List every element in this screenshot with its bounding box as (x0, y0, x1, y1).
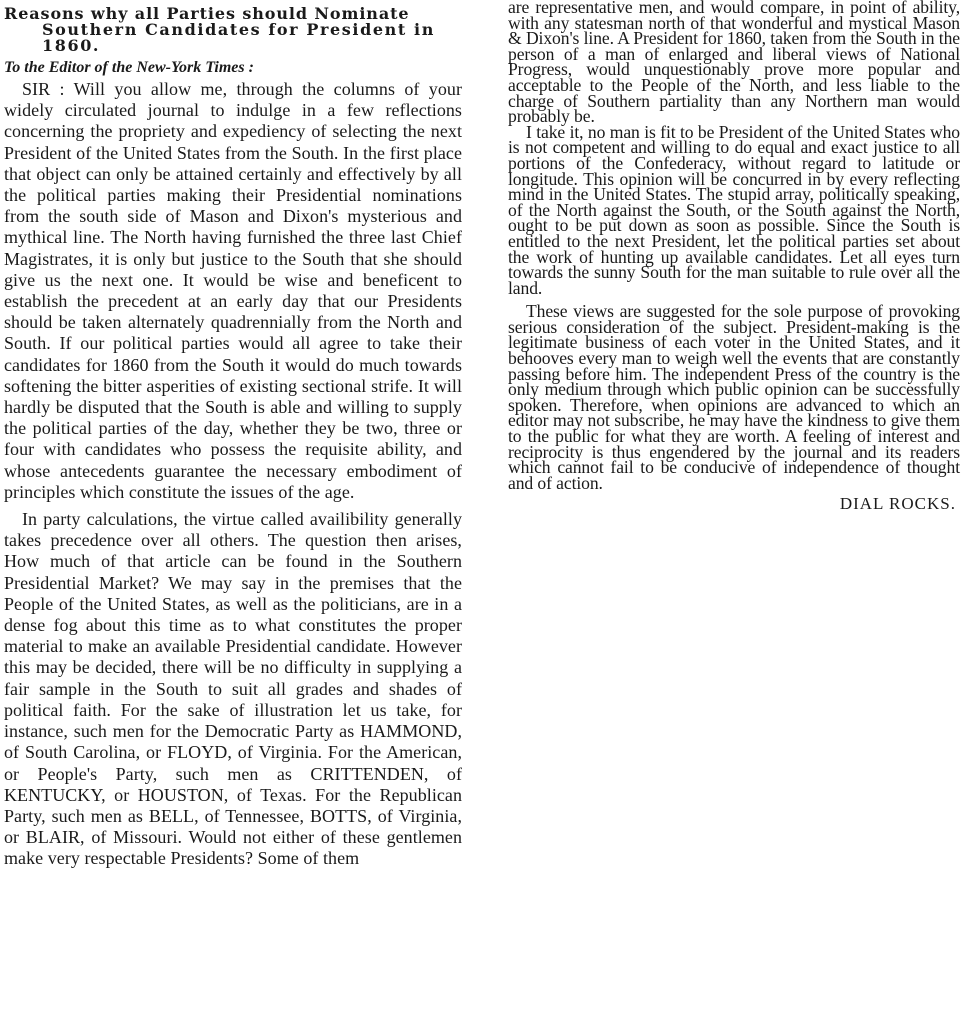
paragraph-4: These views are suggested for the sole purpose of provoking serious consideration of the subject. President-making is the legitimate business of each voter in the United States, and it behooves every man to weigh well the events that are constantly passing before him. The independent Press of the country is the only medium through which public opinion can be successfully spoken. Therefore, when opinions are advanced to which an editor may not subscribe, he may have the kindness to give them to the public for what they are worth. A feeling of interest and reciprocity is thus engendered by the journal and its readers which cannot fail to be conducive of independence of thought and of action. (508, 301, 960, 493)
signature: DIAL ROCKS. (839, 494, 956, 514)
salutation: To the Editor of the New-York Times : (4, 59, 254, 76)
paragraph-1: SIR : Will you allow me, through the columns of your widely circulated journal to indulge in a few reflections concerning the propriety and expediency of selecting the next President of the United States from the South. In the first place that object can only be attained certainly and effectively by all the political parties making their Presidential nominations from the south side of Mason and Dixon's mysterious and mythical line. The North having furnished the three last Chief Magistrates, it is only but justice to the South that she should give us the next one. It would be wise and beneficent to establish the precedent at an early day that our Presidents should be taken alternately quadrennially from the North and South. If our political parties would all agree to take their candidates for 1860 from the South it would do much towards softening the bitter asperities of existing sectional strife. It will hardly be disputed that the South is able and willing to supply the political parties of the day, whether they be two, three or four with candidates who possess the requisite ability, and whose antecedents guarantee the necessary embodiment of principles which constitute the issues of the age. (4, 79, 462, 502)
headline-line-3: 1860. (42, 36, 101, 55)
article-right-column (508, 0, 960, 513)
article-headline (4, 6, 462, 54)
paragraph-2: In party calculations, the virtue called availibility generally takes precedence over all others. The question then arises, How much of that article can be found in the Southern Presidential Market? We may say in the premises that the People of the United States, as well as the politicians, are in a dense fog about this time as to what constitutes the proper material to make an available Presidential candidate. However this may be decided, there will be no difficulty in supplying a fair sample in the South to suit all grades and shades of political faith. For the sake of illustration let us take, for instance, such men for the Democratic Party as HAMMOND, of South Carolina, or FLOYD, of Virginia. For the American, or People's Party, such men as CRITTENDEN, of KENTUCKY, or HOUSTON, of Texas. For the Republican Party, such men as BELL, of Tennessee, BOTTS, of Virginia, or BLAIR, of Missouri. Would not either of these gentlemen make very respectable Presidents? Some of them (4, 509, 462, 869)
paragraph-2-continued: are representative men, and would compare, in point of ability, with any statesman north of that wonderful and mystical Mason & Dixon's line. A President for 1860, taken from the South in the person of a man of enlarged and liberal views of National Progress, would unquestionably prove more popular and acceptable to the People of the North, and less liable to the charge of Southern partiality than any Northern man would probably be. (508, 0, 960, 127)
headline-line-2: Southern Candidates for President in (42, 20, 435, 39)
article-left-column (4, 0, 462, 870)
headline-line-1: Reasons why all Parties should Nominate (4, 4, 410, 23)
paragraph-3: I take it, no man is fit to be President of the United States who is not competent and willing to do equal and exact justice to all portions of the Confederacy, without regard to latitude or longitude. This opinion will be concurred in by every reflecting mind in the United States. The stupid array, politically speaking, of the North against the South, or the South against the North, ought to be put down as soon as possible. Since the South is entitled to the next President, let the political parties set about the work of hunting up available candidates. Let all eyes turn towards the sunny South for the man suitable to rule over all the land. (508, 121, 960, 298)
